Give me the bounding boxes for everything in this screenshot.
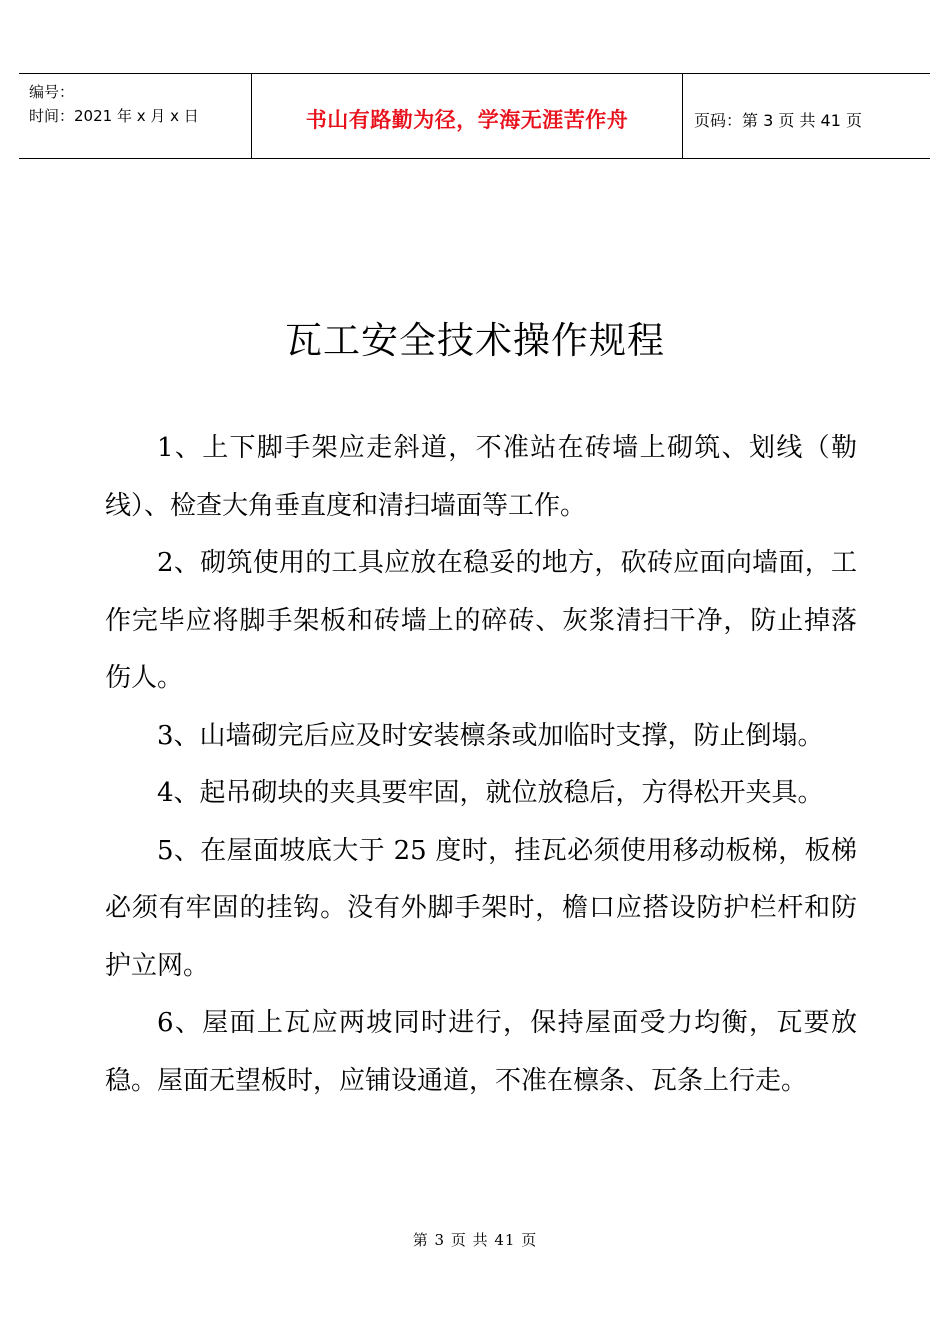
header-page-cell [683, 74, 930, 158]
document-body [105, 420, 857, 1110]
paragraph-3: 3、山墙砌完后应及时安装檩条或加临时支撑，防止倒塌。 [157, 720, 824, 751]
paragraph-2: 2、砌筑使用的工具应放在稳妥的地方，砍砖应面向墙面，工作完毕应将脚手架板和砖墙上的碎砖、灰浆清扫干净，防止掉落伤人。 [105, 548, 857, 693]
document-date: 时间：2021 年 x 月 x 日 [29, 107, 199, 125]
paragraph-6: 6、屋面上瓦应两坡同时进行，保持屋面受力均衡，瓦要放稳。屋面无望板时，应铺设通道，不准在檩条、瓦条上行走。 [105, 1008, 857, 1096]
paragraph-1: 1、上下脚手架应走斜道，不准站在砖墙上砌筑、划线（勒线）、检查大角垂直度和清扫墙面等工作。 [105, 433, 857, 521]
document-title: 瓦工安全技术操作规程 [285, 319, 665, 362]
header-motto: 书山有路勤为径，学海无涯苦作舟 [305, 108, 629, 132]
header-page-info: 页码：第 3 页 共 41 页 [694, 111, 862, 130]
paragraph-5: 5、在屋面坡底大于 25 度时，挂瓦必须使用移动板梯，板梯必须有牢固的挂钩。没有外脚手架时，檐口应搭设防护栏杆和防护立网。 [105, 835, 857, 981]
paragraph-4: 4、起吊砌块的夹具要牢固，就位放稳后，方得松开夹具。 [157, 778, 824, 808]
document-number-label: 编号： [29, 83, 75, 101]
page-footer: 第 3 页 共 41 页 [412, 1231, 538, 1249]
header-motto-cell [252, 74, 683, 158]
page-header [19, 73, 930, 159]
header-meta-cell [19, 74, 252, 158]
